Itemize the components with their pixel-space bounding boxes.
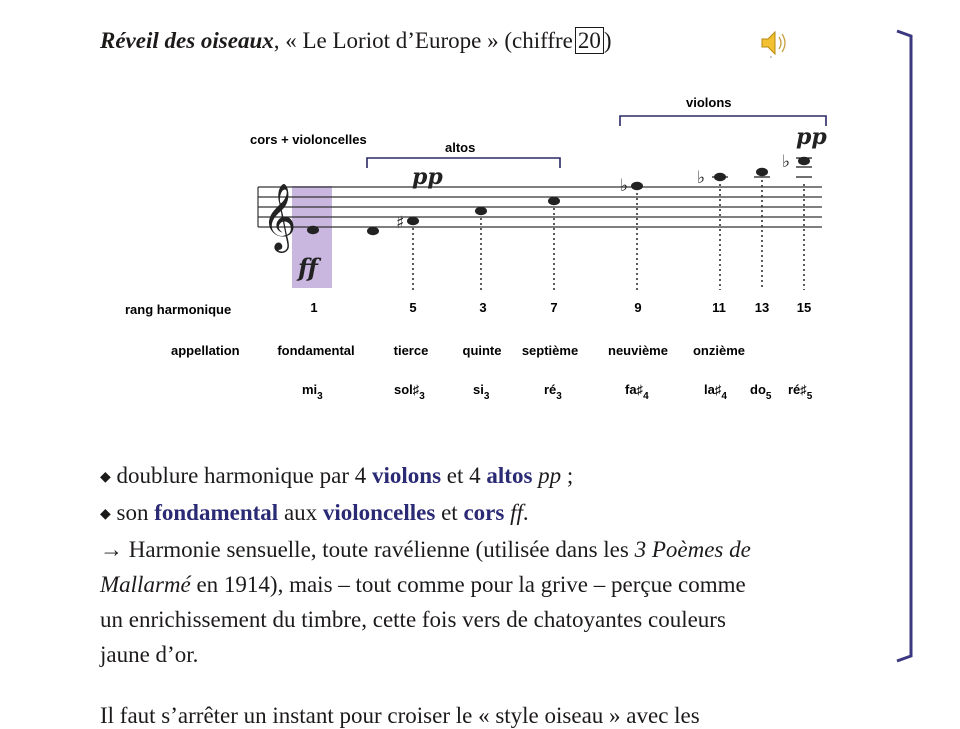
pitch-name: $do_5$: [750, 382, 772, 402]
note-re3: [548, 197, 560, 205]
title-separator: ,: [273, 28, 280, 53]
rank-number: 9: [634, 300, 642, 315]
harmonic-series-score: [0, 90, 960, 410]
note-sol-sharp3: [407, 217, 419, 225]
label-violins: violons: [686, 95, 732, 110]
commentary-text: [100, 458, 890, 672]
harmonic-name: onzième: [692, 343, 746, 358]
bullet-icon: ◆: [100, 507, 111, 522]
notes: [307, 157, 810, 235]
harmonic-name: fondamental: [277, 343, 355, 358]
treble-clef-icon: 𝄞: [262, 182, 297, 250]
harmonic-name: neuvième: [608, 343, 668, 358]
staff-lines: [258, 187, 822, 227]
dynamic-ff: ff: [298, 253, 318, 282]
rank-number: 3: [479, 300, 487, 315]
rank-number: 11: [712, 300, 726, 315]
dynamic-pp-violins: pp: [796, 124, 827, 150]
conclusion-line-1: → Harmonie sensuelle, toute ravélienne (utilisée dans les 3 Poèmes de: [100, 537, 751, 562]
pitch-name: $fa♯_4$: [625, 382, 649, 402]
rank-number: 1: [310, 300, 318, 315]
note-fa-sharp4: [631, 182, 643, 190]
row-label-rank: rang harmonique: [125, 302, 232, 317]
pitch-name: $ré♯_5$: [788, 382, 813, 402]
title-close: ): [603, 28, 612, 53]
sharp-icon: ♯: [396, 213, 405, 233]
pitch-name: $mi_3$: [302, 382, 323, 402]
rehearsal-number: 20: [575, 27, 604, 54]
conclusion-line-2: Mallarmé en 1914), mais – tout comme pour la grive – perçue comme: [100, 572, 746, 597]
page-title: [100, 28, 612, 54]
rank-number: 5: [409, 300, 417, 315]
pitch-name: $sol♯_3$: [394, 382, 425, 402]
arrow-icon: →: [100, 537, 123, 562]
work-title: Réveil des oiseaux: [100, 28, 274, 53]
label-horns-cellos: cors + violoncelles: [250, 132, 367, 147]
speaker-icon[interactable]: [758, 28, 792, 58]
pitch-name: $ré_3$: [544, 382, 562, 402]
dynamic-pp-violas: pp: [412, 164, 443, 190]
harmonic-name: quinte: [462, 343, 502, 358]
bullet-line-2: ◆ son fondamental aux violoncelles et cors ff.: [100, 500, 529, 525]
conclusion-line-4: jaune d’or.: [100, 642, 199, 667]
bullet-line-1: ◆ doublure harmonique par 4 violons et 4 altos pp ;: [100, 463, 574, 488]
rank-number: 15: [796, 300, 812, 315]
pitch-name: $si_3$: [473, 382, 490, 402]
piece-title: « Le Loriot d’Europe » (chiffre: [285, 28, 573, 53]
bullet-icon: ◆: [100, 470, 111, 485]
note-fundamental-upper: [367, 227, 379, 235]
flat-icon: ♭: [620, 176, 629, 196]
label-violas: altos: [445, 140, 476, 155]
row-label-name: appellation: [171, 343, 240, 358]
harmonic-name: tierce: [393, 343, 429, 358]
note-si3: [475, 207, 487, 215]
note-do5: [756, 168, 768, 176]
pitch-name: $la♯_4$: [704, 382, 727, 402]
rank-number: 7: [550, 300, 558, 315]
cut-off-text: Il faut s’arrêter un instant pour croiser le « style oiseau » avec les: [100, 703, 700, 728]
rank-number: 13: [754, 300, 770, 315]
harmonic-name: septième: [521, 343, 579, 358]
flat-icon: ♭: [697, 168, 706, 188]
conclusion-line-3: un enrichissement du timbre, cette fois vers de chatoyantes couleurs: [100, 607, 726, 632]
note-mi3: [307, 226, 319, 234]
flat-icon: ♭: [782, 152, 791, 172]
